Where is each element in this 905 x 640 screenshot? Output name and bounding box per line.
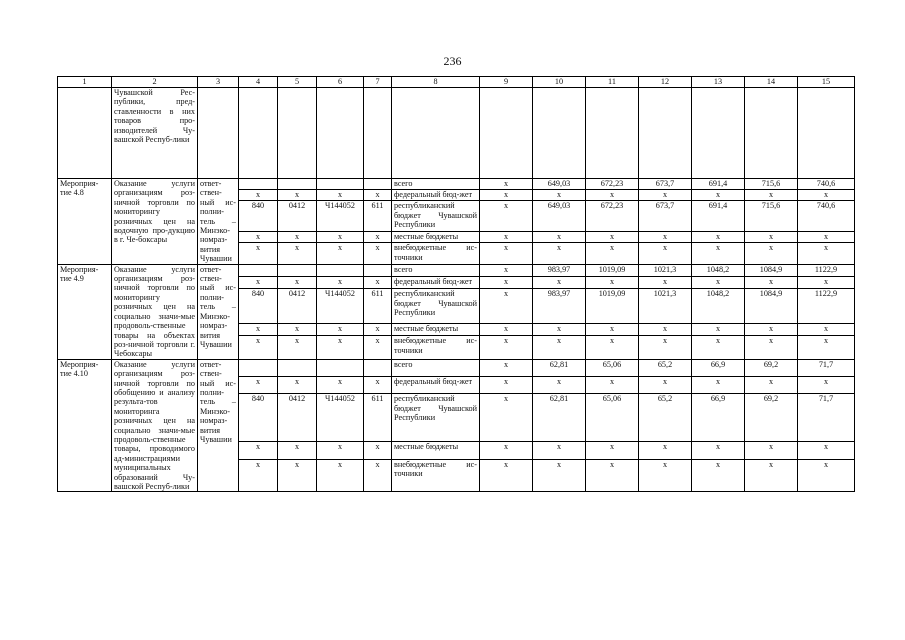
cell-c9: x (480, 376, 533, 393)
cell-c7: x (364, 276, 392, 288)
funding-source: всего (392, 359, 480, 376)
empty-cell (278, 88, 317, 179)
cell-c9: x (480, 323, 533, 335)
cell-c15: x (798, 232, 855, 243)
cell-c9: x (480, 289, 533, 324)
cell-c14: x (745, 243, 798, 264)
cell-c14: 69,2 (745, 394, 798, 442)
cell-c10: 649,03 (533, 179, 586, 190)
cell-c15: x (798, 190, 855, 201)
cell-c12: x (639, 376, 692, 393)
cell-c12: 1021,3 (639, 264, 692, 276)
cell-c13: 691,4 (692, 201, 745, 232)
cell-c12: x (639, 190, 692, 201)
cell-c14: 715,6 (745, 201, 798, 232)
cell-c15: x (798, 276, 855, 288)
cell-c11: x (586, 276, 639, 288)
cell-c12: 65,2 (639, 394, 692, 442)
table-row (58, 359, 855, 376)
table-body (58, 77, 855, 492)
empty-cell (198, 88, 239, 179)
event-code: Мероприя-тие 4.8 (58, 179, 112, 265)
cell-c14: 69,2 (745, 359, 798, 376)
column-number: 11 (586, 77, 639, 88)
cell-c6: x (317, 376, 364, 393)
cell-c9: x (480, 442, 533, 459)
cell-c13: x (692, 243, 745, 264)
cell-c11: x (586, 459, 639, 492)
cell-c5: x (278, 190, 317, 201)
cell-c11: x (586, 190, 639, 201)
column-number: 7 (364, 77, 392, 88)
cell-c10: 62,81 (533, 359, 586, 376)
cell-c12: x (639, 442, 692, 459)
cell-c15: x (798, 442, 855, 459)
cell-c9: x (480, 276, 533, 288)
cell-c15: 71,7 (798, 394, 855, 442)
cell-c12: x (639, 323, 692, 335)
cell-c15: x (798, 459, 855, 492)
cell-c11: x (586, 323, 639, 335)
cell-c11: 65,06 (586, 394, 639, 442)
empty-cell (239, 88, 278, 179)
cell-c5: x (278, 276, 317, 288)
cell-c4: x (239, 276, 278, 288)
cell-c12: x (639, 276, 692, 288)
cell-c12: 1021,3 (639, 289, 692, 324)
event-name: Оказание услуги организациям роз-ничной торговли по мониторингу розничных цен на водочную про-дукцию в г. Че-боксары (112, 179, 198, 265)
cell-c6: Ч144052 (317, 201, 364, 232)
cell-c11: 65,06 (586, 359, 639, 376)
cell-c4 (239, 179, 278, 190)
cell-c9: x (480, 264, 533, 276)
cell-c13: 1048,2 (692, 289, 745, 324)
cell-c10: x (533, 442, 586, 459)
cell-c4: x (239, 243, 278, 264)
cell-c7: 611 (364, 201, 392, 232)
column-number: 8 (392, 77, 480, 88)
cell-c7: 611 (364, 289, 392, 324)
empty-cell (58, 88, 112, 179)
cell-c7: x (364, 336, 392, 360)
cell-c14: x (745, 459, 798, 492)
cell-c5 (278, 359, 317, 376)
budget-table (57, 76, 855, 492)
cell-c7: 611 (364, 394, 392, 442)
event-code: Мероприя-тие 4.10 (58, 359, 112, 492)
cell-c5: x (278, 459, 317, 492)
cell-c15: 740,6 (798, 179, 855, 190)
cell-c13: 1048,2 (692, 264, 745, 276)
cell-c5: x (278, 442, 317, 459)
cell-c14: x (745, 442, 798, 459)
cell-c12: 65,2 (639, 359, 692, 376)
cell-c14: 1084,9 (745, 289, 798, 324)
funding-source: федеральный бюд-жет (392, 190, 480, 201)
cell-c7 (364, 264, 392, 276)
funding-source: местные бюджеты (392, 323, 480, 335)
column-number: 13 (692, 77, 745, 88)
column-number: 10 (533, 77, 586, 88)
cell-c14: x (745, 336, 798, 360)
cell-c10: x (533, 336, 586, 360)
funding-source: федеральный бюд-жет (392, 276, 480, 288)
cell-c6: x (317, 459, 364, 492)
cell-c5: 0412 (278, 394, 317, 442)
column-number: 4 (239, 77, 278, 88)
cell-c11: 1019,09 (586, 289, 639, 324)
empty-cell (533, 88, 586, 179)
cell-c7: x (364, 376, 392, 393)
cell-c9: x (480, 243, 533, 264)
cell-c9: x (480, 394, 533, 442)
cell-c5 (278, 264, 317, 276)
cell-c12: x (639, 459, 692, 492)
cell-c7 (364, 359, 392, 376)
cell-c4 (239, 359, 278, 376)
cell-c12: x (639, 336, 692, 360)
cell-c7: x (364, 190, 392, 201)
column-number: 15 (798, 77, 855, 88)
cell-c5: x (278, 336, 317, 360)
cell-c10: x (533, 276, 586, 288)
cell-c15: x (798, 376, 855, 393)
cell-c7: x (364, 459, 392, 492)
cell-c5: x (278, 376, 317, 393)
cell-c14: x (745, 276, 798, 288)
column-number: 14 (745, 77, 798, 88)
cell-c10: x (533, 376, 586, 393)
cell-c10: x (533, 243, 586, 264)
cell-c9: x (480, 359, 533, 376)
cell-c13: x (692, 336, 745, 360)
cell-c4: x (239, 190, 278, 201)
event-executor: ответ-ствен-ный ис-полни-тель – Минэко-номраз-вития Чувашии (198, 264, 239, 359)
empty-cell (798, 88, 855, 179)
empty-cell (392, 88, 480, 179)
cell-c15: 740,6 (798, 201, 855, 232)
cell-c10: 983,97 (533, 289, 586, 324)
cell-c6: x (317, 232, 364, 243)
cell-c5: x (278, 232, 317, 243)
cell-c13: 66,9 (692, 394, 745, 442)
column-number: 9 (480, 77, 533, 88)
cell-c14: x (745, 323, 798, 335)
cell-c9: x (480, 336, 533, 360)
cell-c4 (239, 264, 278, 276)
cell-c15: x (798, 323, 855, 335)
event-executor: ответ-ствен-ный ис-полни-тель – Минэко-номраз-вития Чувашии (198, 359, 239, 492)
funding-source: всего (392, 179, 480, 190)
cell-c13: x (692, 232, 745, 243)
cell-c13: x (692, 190, 745, 201)
empty-cell (480, 88, 533, 179)
funding-source: всего (392, 264, 480, 276)
cell-c7: x (364, 243, 392, 264)
funding-source: внебюджетные ис-точники (392, 336, 480, 360)
column-number: 6 (317, 77, 364, 88)
cell-c9: x (480, 201, 533, 232)
funding-source: местные бюджеты (392, 232, 480, 243)
cell-c5: 0412 (278, 201, 317, 232)
cell-c14: 1084,9 (745, 264, 798, 276)
cell-c11: x (586, 442, 639, 459)
cell-c4: x (239, 459, 278, 492)
cell-c11: x (586, 232, 639, 243)
cell-c11: 672,23 (586, 201, 639, 232)
cell-c4: 840 (239, 289, 278, 324)
cell-c10: 983,97 (533, 264, 586, 276)
event-executor: ответ-ствен-ный ис-полни-тель – Минэко-номраз-вития Чувашии (198, 179, 239, 265)
cell-c6 (317, 359, 364, 376)
cell-c12: 673,7 (639, 179, 692, 190)
cell-c13: 66,9 (692, 359, 745, 376)
cell-c15: x (798, 336, 855, 360)
column-number: 5 (278, 77, 317, 88)
cell-c15: 1122,9 (798, 264, 855, 276)
cell-c4: x (239, 232, 278, 243)
cell-c7 (364, 179, 392, 190)
cell-c10: x (533, 232, 586, 243)
cell-c6: Ч144052 (317, 289, 364, 324)
cell-c6: x (317, 336, 364, 360)
event-code: Мероприя-тие 4.9 (58, 264, 112, 359)
page-number: 236 (443, 54, 462, 68)
cell-c15: x (798, 243, 855, 264)
cell-c4: x (239, 376, 278, 393)
cell-c6: Ч144052 (317, 394, 364, 442)
cell-c7: x (364, 442, 392, 459)
funding-source: внебюджетные ис-точники (392, 459, 480, 492)
cell-c9: x (480, 232, 533, 243)
empty-cell (586, 88, 639, 179)
funding-source: внебюджетные ис-точники (392, 243, 480, 264)
funding-source: республиканский бюджет Чувашской Республики (392, 394, 480, 442)
empty-cell (317, 88, 364, 179)
cell-c11: x (586, 243, 639, 264)
funding-source: республиканский бюджет Чувашской Республики (392, 289, 480, 324)
cell-c4: 840 (239, 201, 278, 232)
cell-c14: x (745, 232, 798, 243)
funding-source: федеральный бюд-жет (392, 376, 480, 393)
cell-c15: 71,7 (798, 359, 855, 376)
continuation-row (58, 88, 855, 179)
cell-c13: x (692, 459, 745, 492)
cell-c12: x (639, 243, 692, 264)
cell-c6: x (317, 276, 364, 288)
cell-c5: x (278, 243, 317, 264)
cell-c5 (278, 179, 317, 190)
funding-source: местные бюджеты (392, 442, 480, 459)
cell-c7: x (364, 232, 392, 243)
continuation-name: Чувашской Рес-публики, пред-ставленности в них товаров про-изводителей Чу-вашской Респуб-лики (112, 88, 198, 179)
column-number: 1 (58, 77, 112, 88)
event-name: Оказание услуги организациям роз-ничной торговли по обобщению и анализу результа-тов мониторинга розничных цен на социально значи-мые продоволь-ственные товары, проводимого ад-министрациями муниципальных образований Чу-вашской Респуб-лики (112, 359, 198, 492)
cell-c6: x (317, 190, 364, 201)
cell-c11: 672,23 (586, 179, 639, 190)
table-row (58, 264, 855, 276)
cell-c4: x (239, 442, 278, 459)
cell-c13: x (692, 442, 745, 459)
empty-cell (692, 88, 745, 179)
cell-c6: x (317, 243, 364, 264)
cell-c6 (317, 179, 364, 190)
cell-c15: 1122,9 (798, 289, 855, 324)
empty-cell (639, 88, 692, 179)
cell-c11: x (586, 376, 639, 393)
cell-c4: 840 (239, 394, 278, 442)
cell-c5: 0412 (278, 289, 317, 324)
cell-c12: 673,7 (639, 201, 692, 232)
table-row (58, 179, 855, 190)
cell-c11: 1019,09 (586, 264, 639, 276)
column-number-row (58, 77, 855, 88)
cell-c14: x (745, 376, 798, 393)
cell-c14: 715,6 (745, 179, 798, 190)
empty-cell (745, 88, 798, 179)
cell-c6: x (317, 442, 364, 459)
cell-c7: x (364, 323, 392, 335)
cell-c10: 62,81 (533, 394, 586, 442)
cell-c10: 649,03 (533, 201, 586, 232)
cell-c13: x (692, 376, 745, 393)
cell-c4: x (239, 336, 278, 360)
cell-c11: x (586, 336, 639, 360)
cell-c9: x (480, 459, 533, 492)
cell-c5: x (278, 323, 317, 335)
cell-c14: x (745, 190, 798, 201)
cell-c9: x (480, 179, 533, 190)
cell-c12: x (639, 232, 692, 243)
cell-c10: x (533, 323, 586, 335)
column-number: 3 (198, 77, 239, 88)
cell-c4: x (239, 323, 278, 335)
empty-cell (364, 88, 392, 179)
column-number: 12 (639, 77, 692, 88)
column-number: 2 (112, 77, 198, 88)
cell-c6: x (317, 323, 364, 335)
cell-c13: x (692, 276, 745, 288)
cell-c6 (317, 264, 364, 276)
cell-c10: x (533, 190, 586, 201)
cell-c13: x (692, 323, 745, 335)
cell-c13: 691,4 (692, 179, 745, 190)
cell-c9: x (480, 190, 533, 201)
event-name: Оказание услуги организациям роз-ничной торговли по мониторингу розничных цен на социально значи-мые продоволь-ственные товары на объектах роз-ничной торговли г. Чебоксары (112, 264, 198, 359)
cell-c10: x (533, 459, 586, 492)
funding-source: республиканский бюджет Чувашской Республики (392, 201, 480, 232)
